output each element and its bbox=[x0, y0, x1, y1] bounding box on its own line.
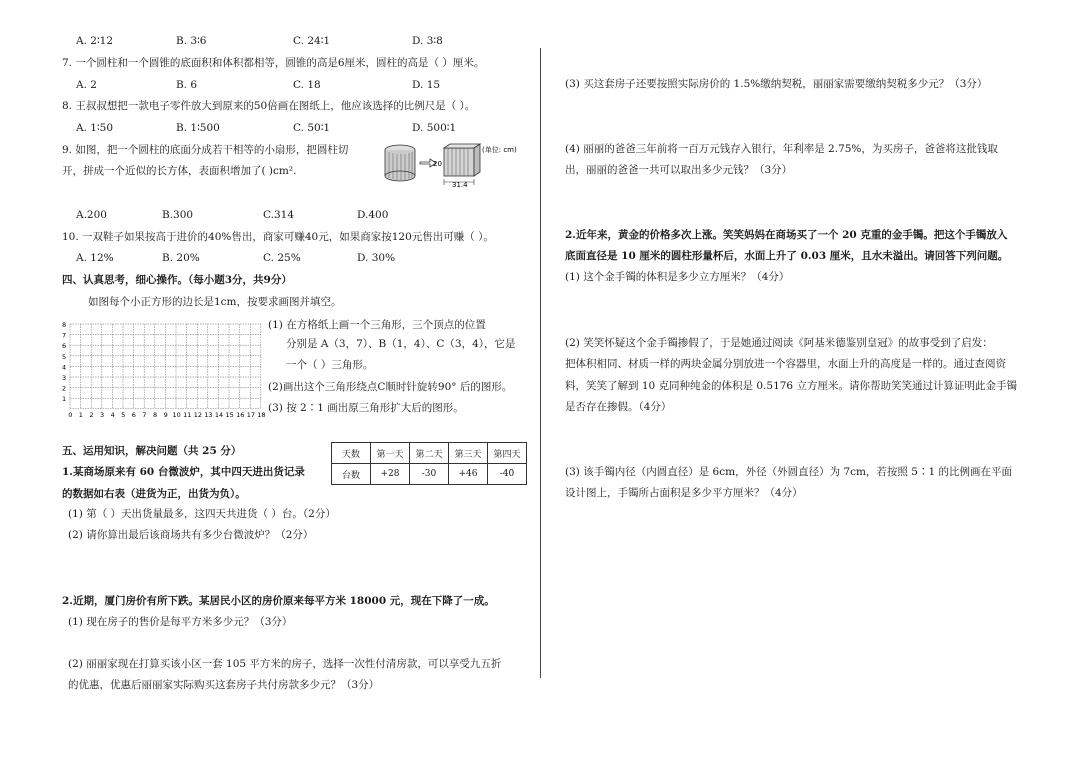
section5-title: 五、运用知识，解决问题（共 25 分） bbox=[62, 445, 242, 457]
q6-option-d: D. 3∶8 bbox=[412, 35, 443, 47]
x-tick-label: 5 bbox=[121, 410, 126, 418]
y-tick-label: 2 bbox=[62, 384, 67, 393]
y-tick-label: 4 bbox=[62, 363, 67, 372]
q9-option-b: B.300 bbox=[162, 209, 194, 221]
q9-line1: 9. 如图，把一个圆柱的底面分成若干相等的小扇形，把圆柱切 bbox=[62, 144, 349, 156]
x-tick-label: 16 bbox=[236, 410, 245, 418]
table-cell: -30 bbox=[410, 464, 449, 485]
right-q2-p4-line1: (4) 丽丽的爸爸三年前将一百万元钱存入银行，年利率是 2.75%，为买房子，爸爸将这批钱取 bbox=[565, 143, 998, 155]
table-header-cell: 第二天 bbox=[410, 443, 449, 464]
column-divider bbox=[540, 48, 541, 678]
q8-option-a: A. 1∶50 bbox=[76, 122, 114, 134]
right-q3-p2-line3: 料，笑笑了解到 10 克同种纯金的体积是 0.5176 立方厘米。请你帮助笑笑通过计算证明此金手镯 bbox=[565, 380, 1017, 392]
section5-q2-p2-line1: (2) 丽丽家现在打算买该小区一套 105 平方米的房子，选择一次性付清房款，可以享受九五折 bbox=[68, 658, 502, 670]
right-q3-p3-line2: 设计图上，手镯所占面积是多少平方厘米？（4分） bbox=[565, 487, 803, 499]
section4-title: 四、认真思考，细心操作。（每小题3分，共9分） bbox=[62, 274, 292, 286]
section4-p1-line2: 分别是 A（3，7）、B（1，4）、C（3，4），它是 bbox=[286, 338, 516, 350]
q10-option-c: C. 25% bbox=[263, 252, 301, 264]
q9-length-label: 31.4 bbox=[452, 181, 468, 188]
right-q3-p3-line1: (3) 该手镯内径（内圆直径）是 6cm，外径（外圆直径）为 7cm，若按照 5∶1 的比例画在平面 bbox=[565, 466, 1012, 478]
table-row bbox=[332, 464, 527, 485]
q9-height-label: 20 bbox=[433, 160, 442, 168]
q6-option-b: B. 3∶6 bbox=[176, 35, 207, 47]
cylinder-to-cuboid-figure bbox=[382, 142, 532, 188]
y-tick-label: 8 bbox=[62, 321, 67, 329]
section5-q2-line1: 2.近期，厦门房价有所下跌。某居民小区的房价原来每平方米 18000 元，现在下降了一成。 bbox=[62, 595, 495, 607]
section5-q1-p2: (2) 请你算出最后该商场共有多少台微波炉？（2分） bbox=[68, 529, 314, 541]
table-header-cell: 第三天 bbox=[449, 443, 488, 464]
q10-option-d: D. 30% bbox=[357, 252, 396, 264]
x-tick-label: 11 bbox=[183, 410, 192, 418]
q9-line2: 开，拼成一个近似的长方体，表面积增加了( )cm². bbox=[62, 165, 297, 177]
q8-option-d: D. 500∶1 bbox=[412, 122, 457, 134]
q7-option-a: A. 2 bbox=[76, 79, 97, 91]
x-tick-label: 14 bbox=[214, 410, 224, 418]
section4-p1-line3: 一个（ ）三角形。 bbox=[286, 359, 374, 371]
table-cell: 台数 bbox=[332, 464, 371, 485]
section4-p1-line1: (1) 在方格纸上画一个三角形，三个顶点的位置 bbox=[268, 319, 486, 331]
x-tick-label: 7 bbox=[142, 410, 147, 418]
y-tick-label: 5 bbox=[62, 352, 67, 361]
right-q3-p1: (1) 这个金手镯的体积是多少立方厘米？（4分） bbox=[565, 271, 790, 283]
q6-option-a: A. 2∶12 bbox=[76, 35, 114, 47]
right-q3-p2-line1: (2) 笑笑怀疑这个金手镯掺假了，于是她通过阅读《阿基米德鉴别皇冠》的故事受到了启发： bbox=[565, 337, 993, 349]
x-tick-label: 10 bbox=[172, 410, 181, 418]
section4-intro: 如图每个小正方形的边长是1cm，按要求画图并填空。 bbox=[88, 296, 342, 308]
q7-text: 7. 一个圆柱和一个圆锥的底面积和体积都相等，圆锥的高是6厘米，圆柱的高是（ ）厘米。 bbox=[62, 57, 485, 69]
section5-q2-p1: (1) 现在房子的售价是每平方米多少元？（3分） bbox=[68, 616, 293, 628]
table-cell: +28 bbox=[371, 464, 410, 485]
right-q3-line2: 底面直径是 10 厘米的圆柱形量杯后，水面上升了 0.03 厘米，且水未溢出。请回答下列问题。 bbox=[565, 250, 1009, 262]
section5-q1-line1: 1.某商场原来有 60 台微波炉，其中四天进出货记录 bbox=[62, 466, 305, 478]
y-tick-label: 3 bbox=[62, 374, 67, 382]
x-tick-label: 8 bbox=[153, 410, 158, 418]
y-tick-label: 7 bbox=[62, 331, 67, 340]
x-tick-label: 12 bbox=[193, 410, 202, 418]
q7-option-d: D. 15 bbox=[412, 79, 441, 91]
x-tick-label: 3 bbox=[100, 410, 105, 418]
section5-q1-p1: (1) 第（ ）天出货量最多，这四天共进货（ ）台。（2分） bbox=[68, 508, 336, 520]
table-header-row bbox=[332, 443, 527, 464]
q10-option-a: A. 12% bbox=[76, 252, 114, 264]
x-tick-label: 13 bbox=[204, 410, 213, 418]
q9-option-a: A.200 bbox=[76, 209, 107, 221]
section5-q1-line2: 的数据如右表（进货为正，出货为负）。 bbox=[62, 488, 246, 500]
x-tick-label: 2 bbox=[89, 410, 94, 418]
section4-p3: (3) 按 2∶1 画出原三角形扩大后的图形。 bbox=[268, 402, 464, 414]
q8-text: 8. 王叔叔想把一款电子零件放大到原来的50倍画在图纸上，他应该选择的比例尺是（ ）。 bbox=[62, 100, 476, 112]
section4-p2: (2)画出这个三角形绕点C顺时针旋转90° 后的图形。 bbox=[268, 381, 513, 393]
x-tick-label: 6 bbox=[131, 410, 136, 418]
table-header-cell: 天数 bbox=[332, 443, 371, 464]
q6-option-c: C. 24∶1 bbox=[293, 35, 331, 47]
q7-option-c: C. 18 bbox=[293, 79, 321, 91]
q8-option-b: B. 1∶500 bbox=[176, 122, 220, 134]
x-tick-label: 0 bbox=[68, 410, 73, 418]
table-header-cell: 第一天 bbox=[371, 443, 410, 464]
q8-option-c: C. 50∶1 bbox=[293, 122, 331, 134]
right-q3-p2-line2: 把体积相同、材质一样的两块金属分别放进一个容器里，水面上升的高度是一样的。通过查阅资 bbox=[565, 358, 1006, 370]
q9-unit-label: (单位: cm) bbox=[482, 146, 517, 154]
section5-q2-p2-line2: 的优惠，优惠后丽丽家实际购买这套房子共付房款多少元？（3分） bbox=[68, 679, 380, 691]
x-tick-label: 15 bbox=[225, 410, 234, 418]
x-tick-label: 9 bbox=[163, 410, 168, 418]
table-header-cell: 第四天 bbox=[488, 443, 527, 464]
grid-paper[interactable] bbox=[60, 318, 270, 418]
q9-option-c: C.314 bbox=[263, 209, 295, 221]
q10-option-b: B. 20% bbox=[162, 252, 200, 264]
y-tick-label: 1 bbox=[62, 395, 67, 404]
right-q3-line1: 2.近年来，黄金的价格多次上涨。笑笑妈妈在商场买了一个 20 克重的金手镯。把这个手镯放入 bbox=[565, 229, 1008, 241]
x-tick-label: 17 bbox=[246, 410, 255, 418]
table-cell: +46 bbox=[449, 464, 488, 485]
microwave-record-table bbox=[331, 442, 527, 485]
x-tick-label: 4 bbox=[110, 410, 115, 418]
x-tick-label: 1 bbox=[78, 410, 83, 418]
right-q2-p3: (3) 买这套房子还要按照实际房价的 1.5%缴纳契税，丽丽家需要缴纳契税多少元？（3分） bbox=[565, 78, 988, 90]
q9-option-d: D.400 bbox=[357, 209, 389, 221]
right-q2-p4-line2: 出，丽丽的爸爸一共可以取出多少元钱？（3分） bbox=[565, 164, 793, 176]
q10-text: 10. 一双鞋子如果按高于进价的40%售出，商家可赚40元，如果商家按120元售出可赚（ ）。 bbox=[62, 231, 494, 243]
x-tick-label: 18 bbox=[257, 410, 266, 418]
table-cell: -40 bbox=[488, 464, 527, 485]
q7-option-b: B. 6 bbox=[176, 79, 198, 91]
y-tick-label: 6 bbox=[62, 342, 67, 351]
right-q3-p2-line4: 是否存在掺假。（4分） bbox=[565, 401, 672, 413]
